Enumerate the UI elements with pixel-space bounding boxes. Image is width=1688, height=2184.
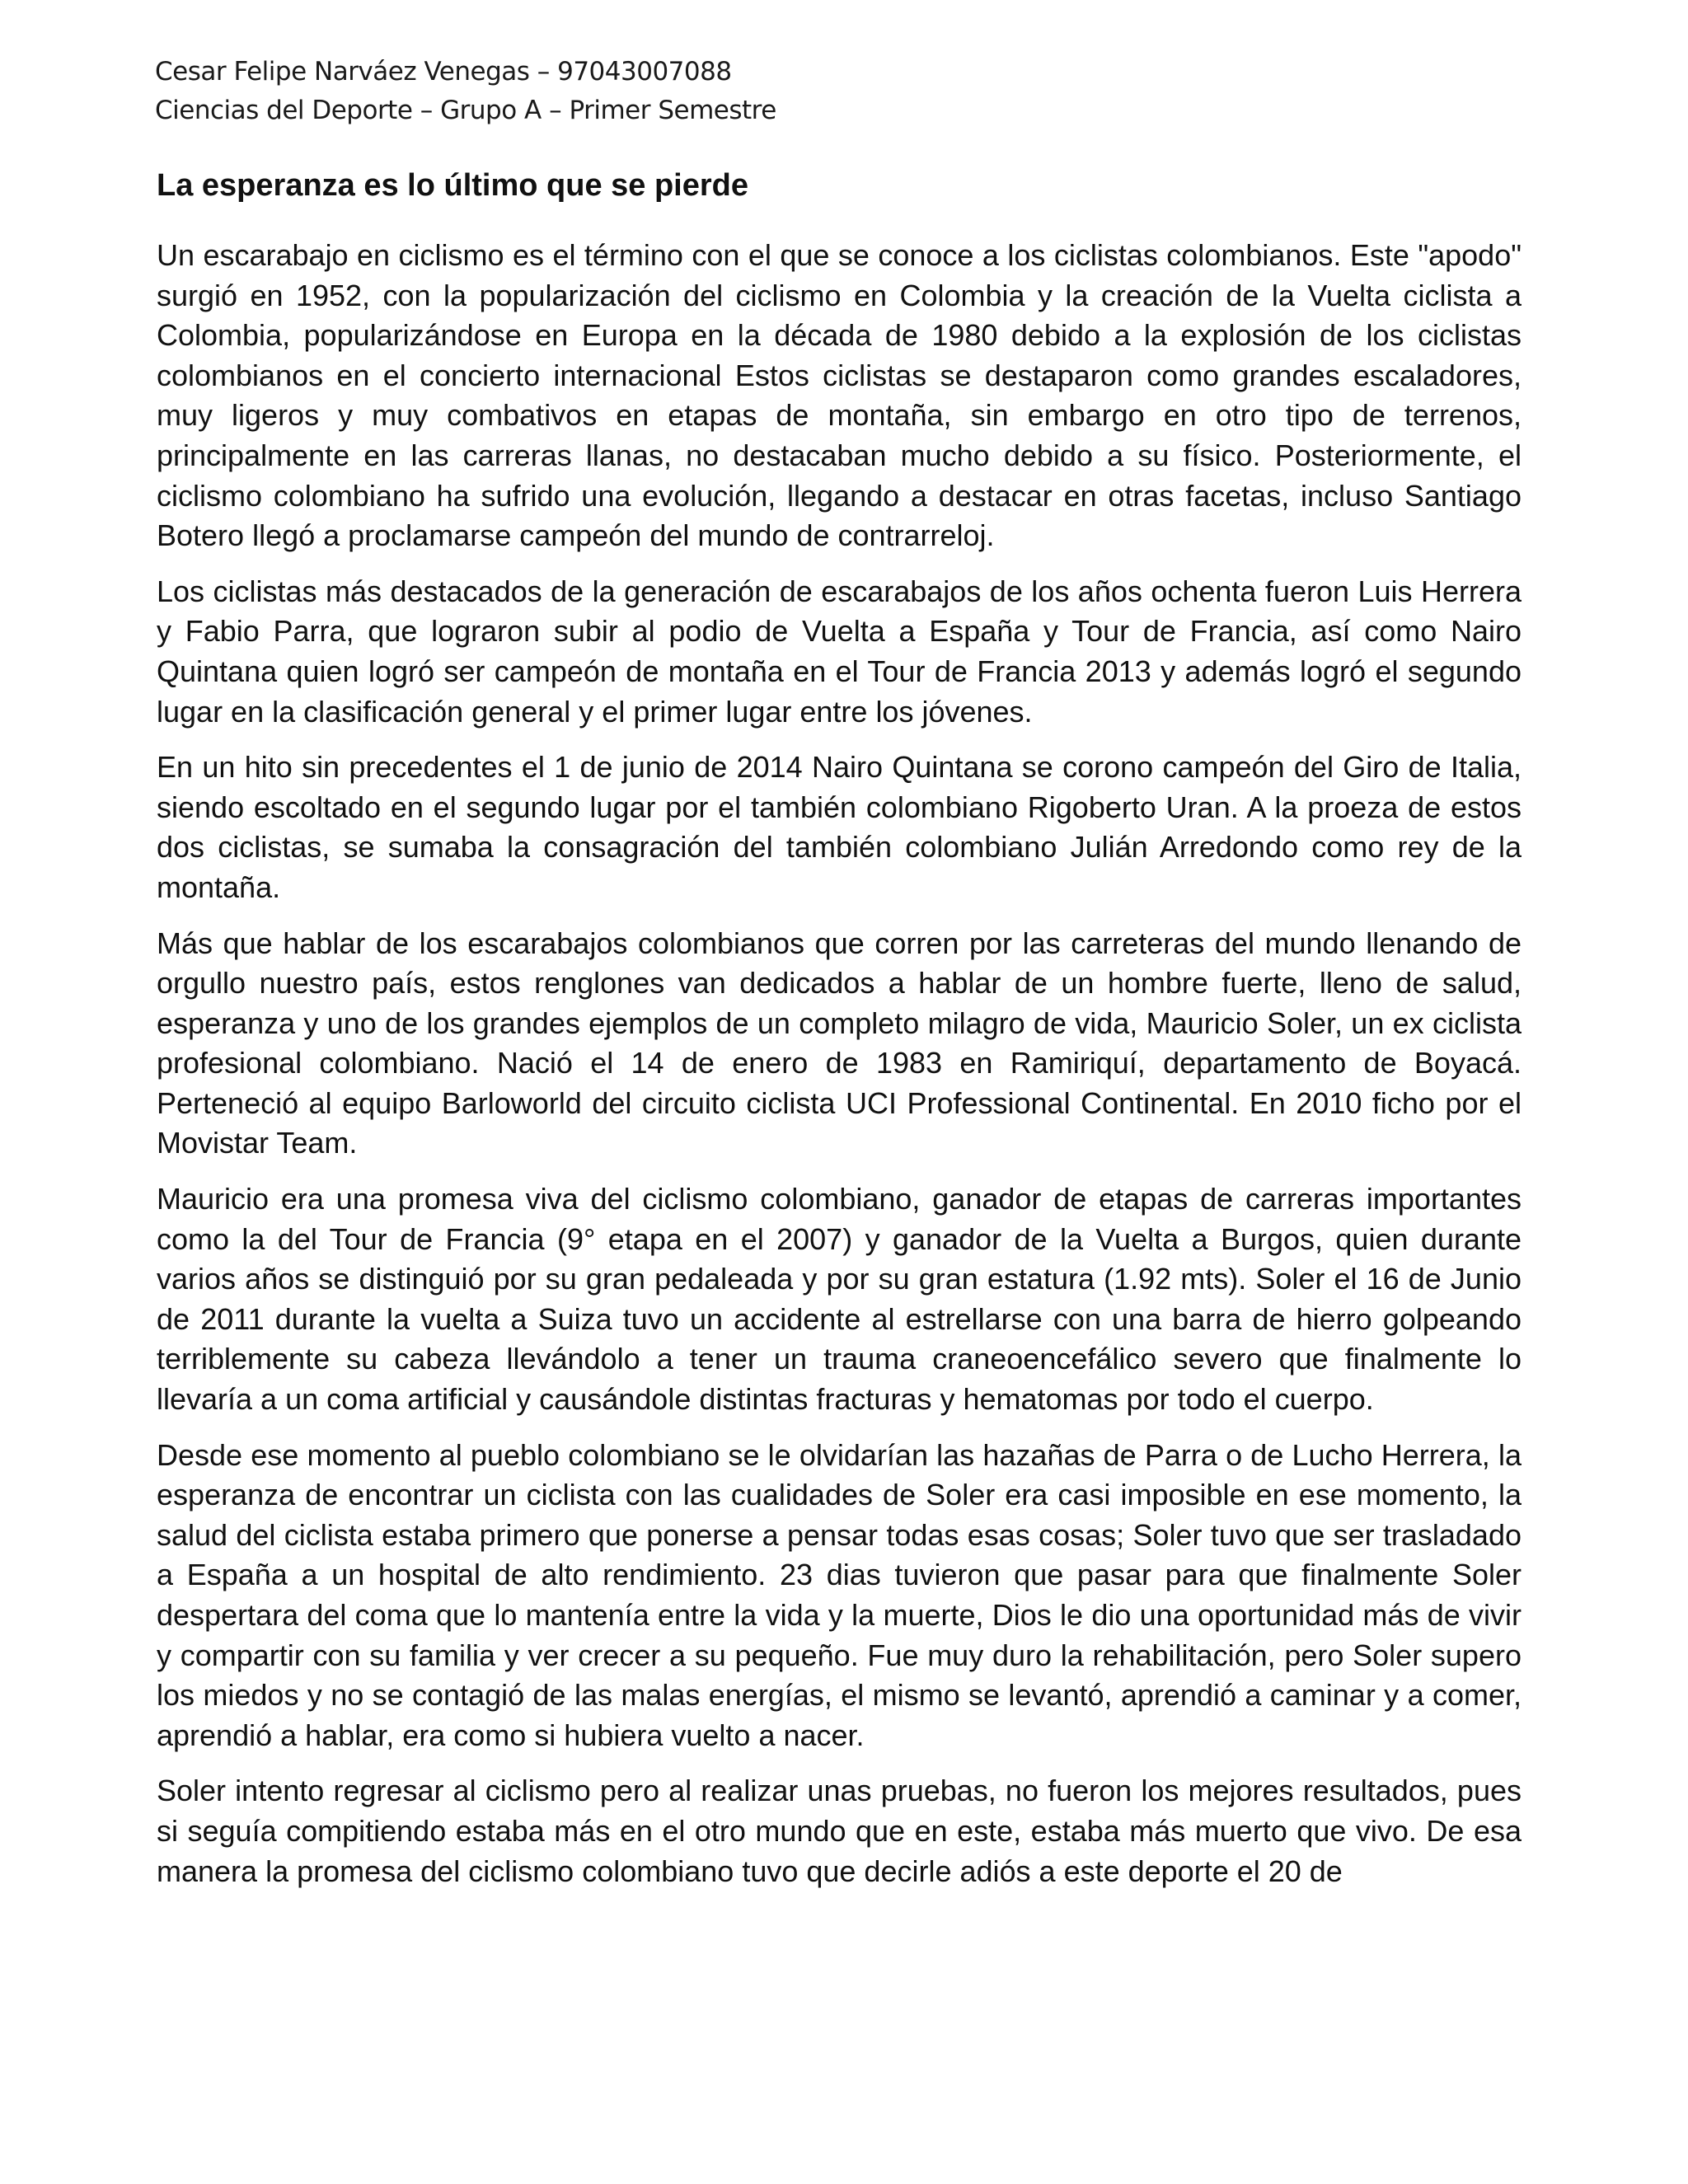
- paragraph-4: Más que hablar de los escarabajos colombianos que corren por las carreteras del mundo llenando de orgullo nuestro país, estos renglones van dedicados a hablar de un hombre fuerte, lleno de salud, esperanza y uno de los grandes ejemplos de un completo milagro de vida, Mauricio Soler, un ex ciclista profesional colombiano. Nació el 14 de enero de 1983 en Ramiriquí, departamento de Boyacá. Perteneció al equipo Barloworld del circuito ciclista UCI Professional Continental. En 2010 ficho por el Movistar Team.: [157, 926, 1522, 1160]
- author-line: Cesar Felipe Narváez Venegas – 97043007088: [155, 57, 732, 87]
- course-line: Ciencias del Deporte – Grupo A – Primer Semestre: [155, 96, 776, 125]
- paragraph-6: Desde ese momento al pueblo colombiano se le olvidarían las hazañas de Parra o de Lucho Herrera, la esperanza de encontrar un ciclista con las cualidades de Soler era casi imposible en ese momento, la salud del ciclista estaba primero que ponerse a pensar todas esas cosas; Soler tuvo que ser trasladado a España a un hospital de alto rendimiento. 23 dias tuvieron que pasar para que finalmente Soler despertara del coma que lo mantenía entre la vida y la muerte, Dios le dio una oportunidad más de vivir y compartir con su familia y ver crecer a su pequeño. Fue muy duro la rehabilitación, pero Soler supero los miedos y no se contagió de las malas energías, el mismo se levantó, aprendió a caminar y a comer, aprendió a hablar, era como si hubiera vuelto a nacer.: [157, 1437, 1522, 1752]
- paragraph-7: Soler intento regresar al ciclismo pero al realizar unas pruebas, no fueron los mejores resultados, pues si seguía compitiendo estaba más en el otro mundo que en este, estaba más muerto que vivo. De esa manera la promesa del ciclismo colombiano tuvo que decirle adiós a este deporte el 20 de: [157, 1774, 1522, 1888]
- document-header: [155, 53, 776, 130]
- document-body: [157, 236, 1522, 1907]
- document-title: La esperanza es lo último que se pierde: [157, 168, 749, 203]
- paragraph-2: Los ciclistas más destacados de la generación de escarabajos de los años ochenta fueron Luis Herrera y Fabio Parra, que lograron subir al podio de Vuelta a España y Tour de Francia, así como Nairo Quintana quien logró ser campeón de montaña en el Tour de Francia 2013 y además logró el segundo lugar en la clasificación general y el primer lugar entre los jóvenes.: [157, 574, 1522, 729]
- paragraph-1: Un escarabajo en ciclismo es el término con el que se conoce a los ciclistas colombianos. Este "apodo" surgió en 1952, con la popularización del ciclismo en Colombia y la creación de la Vuelta ciclista a Colombia, popularizándose en Europa en la década de 1980 debido a la explosión de los ciclistas colombianos en el concierto internacional Estos ciclistas se destaparon como grandes escaladores, muy ligeros y muy combativos en etapas de montaña, sin embargo en otro tipo de terrenos, principalmente en las carreras llanas, no destacaban mucho debido a su físico. Posteriormente, el ciclismo colombiano ha sufrido una evolución, llegando a destacar en otras facetas, incluso Santiago Botero llegó a proclamarse campeón del mundo de contrarreloj.: [157, 238, 1522, 553]
- paragraph-3: En un hito sin precedentes el 1 de junio de 2014 Nairo Quintana se corono campeón del Giro de Italia, siendo escoltado en el segundo lugar por el también colombiano Rigoberto Uran. A la proeza de estos dos ciclistas, se sumaba la consagración del también colombiano Julián Arredondo como rey de la montaña.: [157, 750, 1522, 904]
- paragraph-5: Mauricio era una promesa viva del ciclismo colombiano, ganador de etapas de carreras importantes como la del Tour de Francia (9° etapa en el 2007) y ganador de la Vuelta a Burgos, quien durante varios años se distinguió por su gran pedaleada y por su gran estatura (1.92 mts). Soler el 16 de Junio de 2011 durante la vuelta a Suiza tuvo un accidente al estrellarse con una barra de hierro golpeando terriblemente su cabeza llevándolo a tener un trauma craneoencefálico severo que finalmente lo llevaría a un coma artificial y causándole distintas fracturas y hematomas por todo el cuerpo.: [157, 1182, 1522, 1417]
